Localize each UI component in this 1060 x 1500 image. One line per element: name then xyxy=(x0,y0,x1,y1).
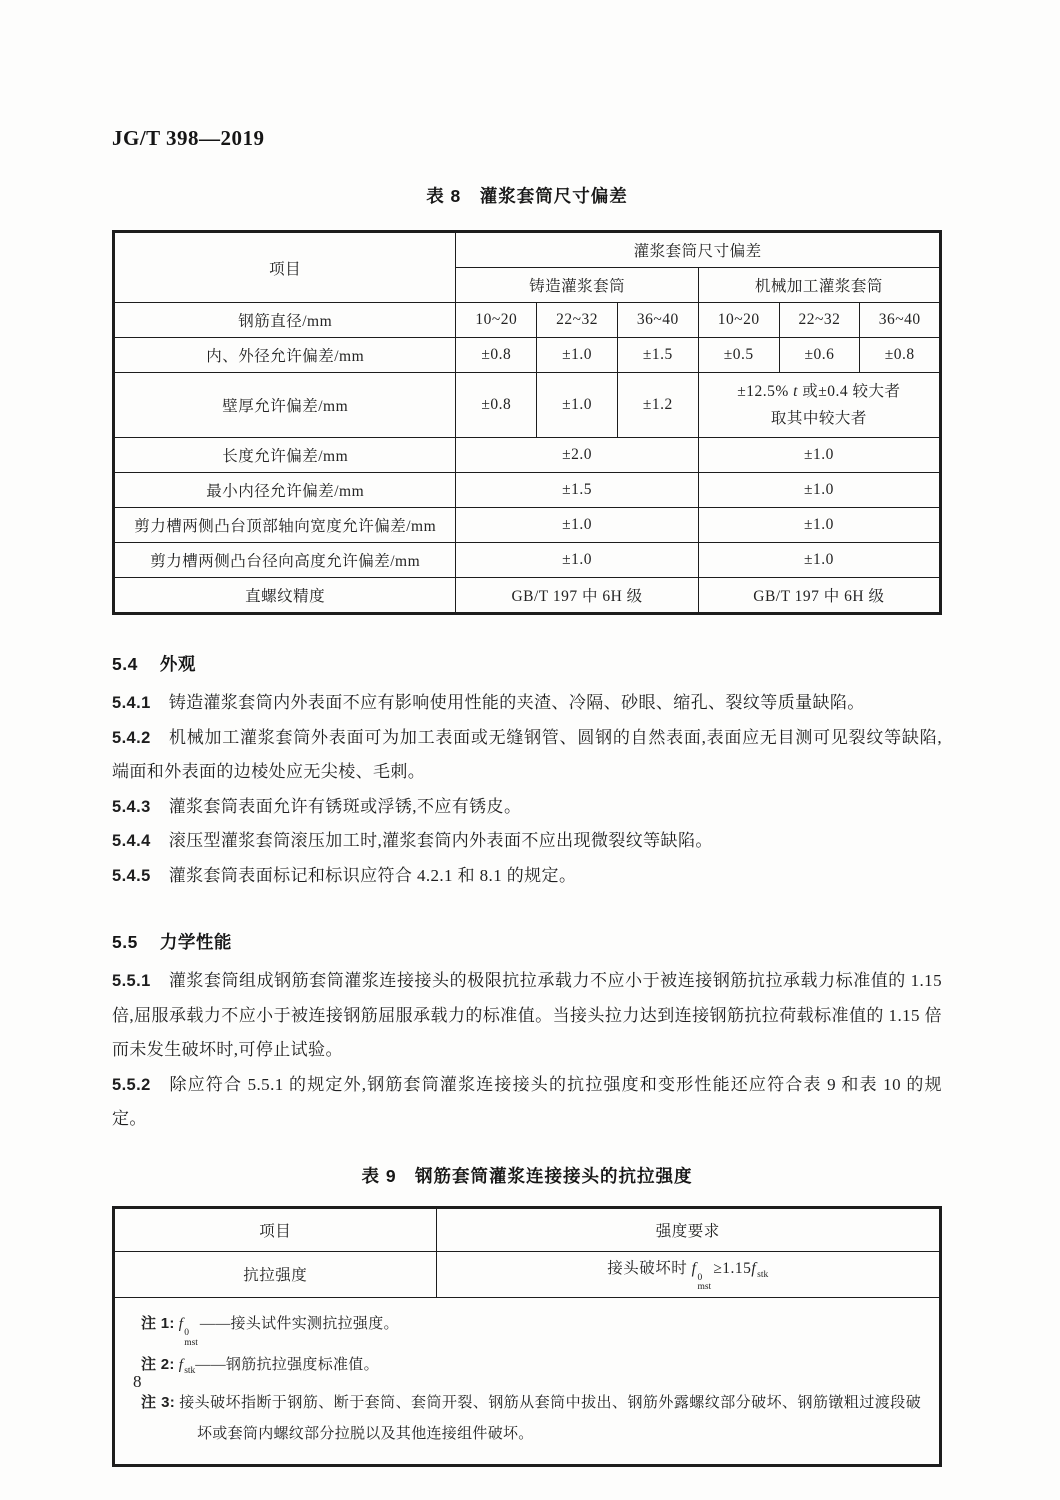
wall-tolerance-text: ±12.5% xyxy=(737,383,794,400)
table-cell: 10~20 xyxy=(456,303,537,338)
section-5-5-heading xyxy=(112,929,942,954)
clause-number: 5.5.1 xyxy=(112,972,151,990)
clause-5-4-5 xyxy=(112,859,942,894)
clause-number: 5.5.2 xyxy=(112,1075,151,1094)
table-cell: 36~40 xyxy=(860,303,941,338)
clause-number: 5.4.3 xyxy=(112,797,151,816)
table-cell: ±2.0 xyxy=(456,438,698,473)
table-cell: 22~32 xyxy=(537,303,618,338)
table8-row-shear-height xyxy=(114,543,941,578)
row-label: 壁厚允许偏差/mm xyxy=(114,373,456,438)
note-dash: —— xyxy=(195,1357,226,1374)
formula-prefix: 接头破坏时 xyxy=(607,1259,692,1277)
formula-supsub xyxy=(697,1274,711,1294)
clause-5-4-4 xyxy=(112,824,942,859)
clause-text: 除应符合 5.5.1 的规定外,钢筋套筒灌浆连接接头的抗拉强度和变形性能还应符合表 9 和表 10 的规定。 xyxy=(112,1074,942,1128)
clause-5-4-2 xyxy=(112,721,942,790)
note-2 xyxy=(141,1349,921,1387)
table9 xyxy=(112,1206,942,1468)
formula-sup: 0 xyxy=(697,1272,703,1283)
note-text: 接头破坏指断于钢筋、断于套筒、套筒开裂、钢筋从套筒中拔出、钢筋外露螺纹部分破坏、钢筋镦粗过渡段破坏或套筒内螺纹部分拉脱以及其他连接组件破坏。 xyxy=(179,1395,921,1443)
table8-group-header: 灌浆套筒尺寸偏差 xyxy=(456,232,941,268)
table-cell: ±1.0 xyxy=(456,543,698,578)
wall-tolerance-text: 或±0.4 较大者 xyxy=(797,383,901,400)
page-number: 8 xyxy=(133,1372,142,1391)
wall-tolerance-text2: 取其中较大者 xyxy=(770,410,867,427)
table-cell: 36~40 xyxy=(617,303,698,338)
table8-row-min-inner xyxy=(114,473,941,508)
table9-row-tensile xyxy=(114,1251,941,1298)
note-text: 接头试件实测抗拉强度。 xyxy=(230,1316,399,1333)
table8-header-row1 xyxy=(114,232,941,268)
clause-text: 铸造灌浆套筒内外表面不应有影响使用性能的夹渣、冷隔、砂眼、缩孔、裂纹等质量缺陷。 xyxy=(168,693,865,712)
table-cell: ±0.5 xyxy=(698,338,779,373)
table-cell: ±0.6 xyxy=(779,338,860,373)
note-1 xyxy=(141,1308,921,1349)
table8-row-length xyxy=(114,438,941,473)
table9-title: 表 9 钢筋套筒灌浆连接接头的抗拉强度 xyxy=(361,1165,693,1186)
formula-symbol-fstk: f xyxy=(751,1259,757,1277)
table8 xyxy=(112,230,942,615)
table8-group-cast: 铸造灌浆套筒 xyxy=(456,268,698,303)
table8-row-shear-width xyxy=(114,508,941,543)
table-cell: ±1.0 xyxy=(537,373,618,438)
formula-supsub xyxy=(184,1329,198,1349)
row-label: 抗拉强度 xyxy=(114,1251,437,1298)
table-cell: ±0.8 xyxy=(456,338,537,373)
table-cell: ±1.2 xyxy=(617,373,698,438)
clause-text: 灌浆套筒表面标记和标识应符合 4.2.1 和 8.1 的规定。 xyxy=(168,865,577,885)
table9-header-row xyxy=(114,1207,941,1251)
formula-relation: ≥1.15 xyxy=(713,1259,752,1277)
row-label: 最小内径允许偏差/mm xyxy=(114,473,456,508)
note-text: 钢筋抗拉强度标准值。 xyxy=(225,1357,379,1374)
table8-col-item: 项目 xyxy=(114,232,456,303)
section-title: 外观 xyxy=(159,654,196,674)
table8-title: 表 8 灌浆套筒尺寸偏差 xyxy=(426,186,628,206)
clause-5-4-1 xyxy=(112,686,942,721)
table9-col-item: 项目 xyxy=(114,1207,437,1251)
row-label: 剪力槽两侧凸台顶部轴向宽度允许偏差/mm xyxy=(114,508,456,543)
clause-number: 5.4.5 xyxy=(112,866,151,885)
formula-sub: stk xyxy=(757,1269,769,1280)
table-cell: ±1.5 xyxy=(456,473,698,508)
wall-thickness-variable: t xyxy=(793,383,798,400)
table-cell: GB/T 197 中 6H 级 xyxy=(456,578,698,614)
section-5-4-heading xyxy=(112,651,942,676)
table-cell: 10~20 xyxy=(698,303,779,338)
doc-code: JG/T 398—2019 xyxy=(112,126,265,150)
table9-col-requirement: 强度要求 xyxy=(436,1207,940,1251)
table8-row-inner-outer xyxy=(114,338,941,373)
formula-sub: mst xyxy=(697,1282,712,1293)
note-3 xyxy=(141,1387,921,1450)
section-number: 5.5 xyxy=(112,932,138,952)
row-label: 钢筋直径/mm xyxy=(114,303,456,338)
table-cell: ±1.0 xyxy=(698,543,940,578)
clause-number: 5.4.4 xyxy=(112,832,151,850)
table-cell: ±1.0 xyxy=(698,508,940,543)
formula-sub: mst xyxy=(184,1338,198,1349)
table8-row-diameter xyxy=(114,303,941,338)
table-cell: ±1.5 xyxy=(617,338,698,373)
section-title: 力学性能 xyxy=(159,932,232,952)
formula-sup: 0 xyxy=(184,1328,189,1339)
table8-row-wall xyxy=(114,373,941,438)
clause-number: 5.4.2 xyxy=(112,728,151,747)
table9-notes xyxy=(114,1298,941,1466)
formula-symbol-fstk: f xyxy=(178,1357,184,1374)
table-cell: GB/T 197 中 6H 级 xyxy=(698,578,940,614)
table-cell-merged xyxy=(698,373,940,438)
tensile-requirement-formula xyxy=(436,1251,940,1298)
clause-5-4-3 xyxy=(112,790,942,825)
row-label: 长度允许偏差/mm xyxy=(114,438,456,473)
clause-text: 滚压型灌浆套筒滚压加工时,灌浆套筒内外表面不应出现微裂纹等缺陷。 xyxy=(168,831,713,850)
note-dash: —— xyxy=(199,1316,231,1333)
table-cell: ±1.0 xyxy=(456,508,698,543)
note-label: 注 3: xyxy=(141,1394,176,1412)
table-cell: ±0.8 xyxy=(860,338,941,373)
table8-row-thread xyxy=(114,578,941,614)
table-cell: ±1.0 xyxy=(698,473,940,508)
clause-text: 灌浆套筒表面允许有锈斑或浮锈,不应有锈皮。 xyxy=(168,796,522,816)
formula-symbol-fmst: f xyxy=(178,1316,184,1333)
clause-5-5-2 xyxy=(112,1068,942,1137)
row-label: 直螺纹精度 xyxy=(114,578,456,614)
table8-group-machined: 机械加工灌浆套筒 xyxy=(698,268,940,303)
table-cell: 22~32 xyxy=(779,303,860,338)
table9-notes-row xyxy=(114,1298,941,1466)
table-cell: ±1.0 xyxy=(698,438,940,473)
formula-sub: stk xyxy=(184,1366,196,1377)
section-number: 5.4 xyxy=(112,654,138,674)
clause-number: 5.4.1 xyxy=(112,694,151,712)
row-label: 剪力槽两侧凸台径向高度允许偏差/mm xyxy=(114,543,456,578)
clause-text: 灌浆套筒组成钢筋套筒灌浆连接接头的极限抗拉承载力不应小于被连接钢筋抗拉承载力标准值的 1.15 倍,屈服承载力不应小于被连接钢筋屈服承载力的标准值。当接头拉力达到连接钢筋抗拉荷载标准值的 1.15 倍而未发生破坏时,可停止试验。 xyxy=(112,971,942,1059)
formula-symbol-fmst: f xyxy=(691,1259,697,1277)
table-cell: ±1.0 xyxy=(537,338,618,373)
note-label: 注 1: xyxy=(141,1315,175,1333)
note-label: 注 2: xyxy=(141,1356,175,1374)
clause-5-5-1 xyxy=(112,964,942,1068)
clause-text: 机械加工灌浆套筒外表面可为加工表面或无缝钢管、圆钢的自然表面,表面应无目测可见裂纹等缺陷,端面和外表面的边棱处应无尖棱、毛刺。 xyxy=(112,727,942,781)
table-cell: ±0.8 xyxy=(456,373,537,438)
row-label: 内、外径允许偏差/mm xyxy=(114,338,456,373)
